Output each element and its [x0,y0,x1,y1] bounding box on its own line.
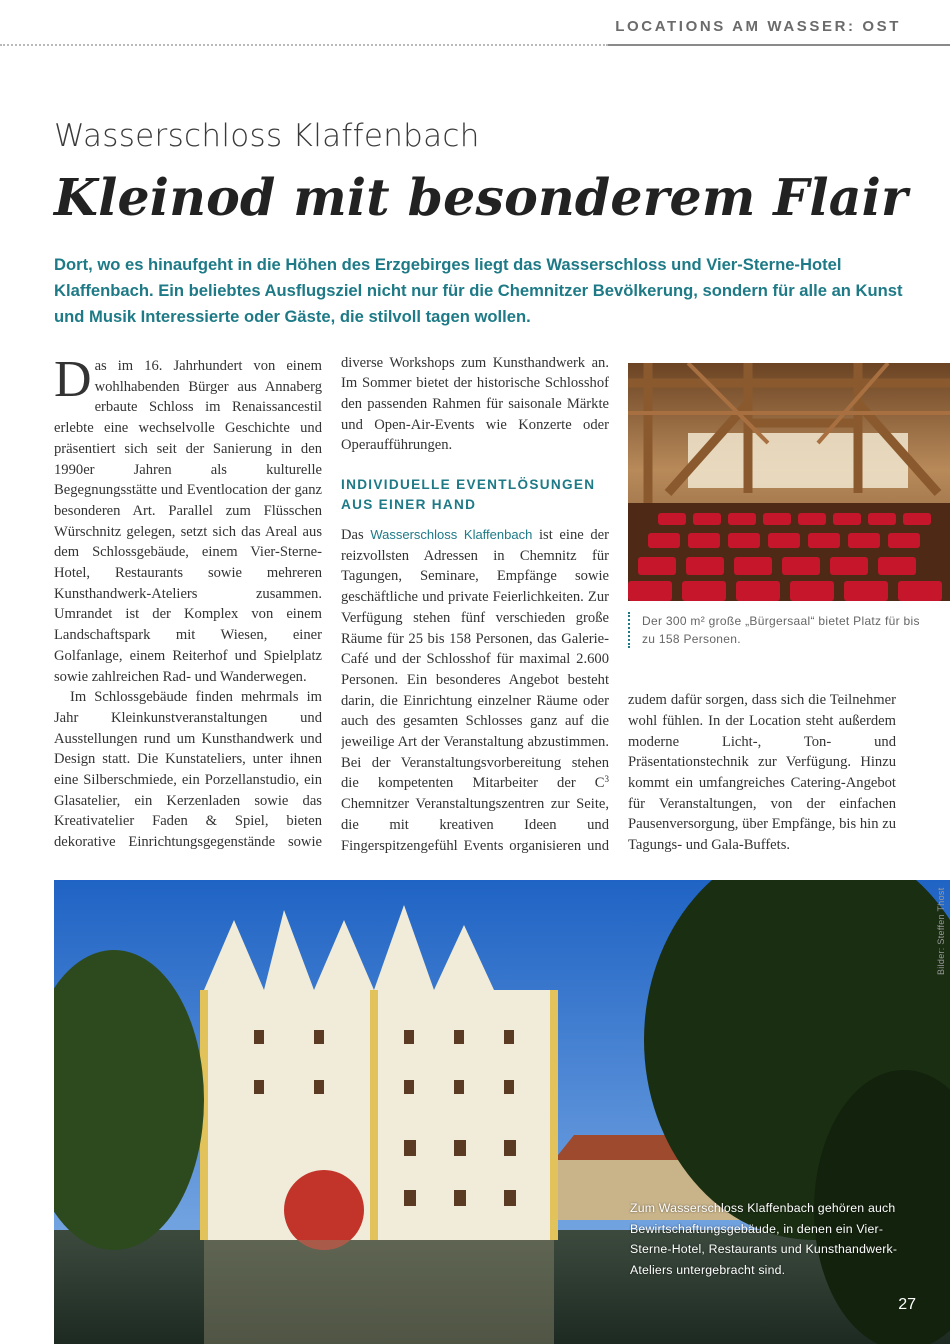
article-headline: Kleinod mit besonderem Flair [54,168,908,227]
paragraph-venue: ist eine der reizvollsten Adressen in Chemnitz für Tagungen, Seminare, Empfänge sowie geschäftliche und private Feierlichkeiten. Zur Verfügung stehen fünf verschieden große Räume für 25 bis 158 Personen, das Galerie-Café und der Schlosshof für maximal 2.600 Personen. Ein besonderes Angebot besteht darin, die Einrichtung einzelner Räume oder auch des gesamten Schlosses ganz auf die jeweilige Art der Veranstaltung abzustimmen. Bei der Veranstaltungsvorbereitung stehen die kompetenten Mitarbeiter der C [341,527,609,792]
body-column-3 [628,690,896,860]
castle-photo-caption: Zum Wasserschloss Klaffenbach gehören auch Bewirtschaftungsgebäude, in denen ein Vier-Sterne-Hotel, Restaurants und Kunsthandwerk-Ateliers untergebracht sind. [630,1201,898,1277]
venue-name-highlight: Wasserschloss Klaffenbach [370,527,533,542]
paragraph-venue-cont: zudem dafür sorgen, dass sich die Teilnehmer wohl fühlen. In der Location steht außerdem moderne Licht-, Ton- und Präsentationstechnik zur Verfügung. Hinzu kommt ein umfangreiches Catering-Angebot für Veranstaltungen, von der einfachen Pausenversorgung, über Empfänge, bis hin zu Tagungs- und Gala-Buffets. [628,692,896,854]
article-kicker: Wasserschloss Klaffenbach [54,118,480,154]
page-number: 27 [898,1296,916,1313]
paragraph-venue-cont: Chemnitzer Veranstaltungszentren zur Seite, die mit kreativen Ideen und Fingerspitzengefühl Events organisieren und [341,796,609,854]
paragraph-events-overflow: diverse Workshops zum Kunsthandwerk an. Im Sommer bietet der historische Schlosshof den passenden Rahmen für saisonale Märkte und Open-Air-Events wie Konzerte oder Operaufführungen. [341,356,609,454]
c3-superscript: 3 [604,774,609,785]
photo-credit: Bilder: Steffen Thost [936,887,946,975]
body-column-2 [341,356,609,856]
body-column-1 [54,356,322,856]
hall-photo [628,363,950,601]
section-label: LOCATIONS AM WASSER: OST [615,18,901,35]
drop-cap: D [54,356,92,408]
header-dotted-rule [0,44,608,46]
paragraph-events: Im Schlossgebäude finden mehrmals im Jahr Kleinkunstveranstaltungen und Ausstellungen rund um Kunsthandwerk und Design statt. Die Kunstateliers, unter ihnen eine Silberschmiede, ein Porzellanstudio, ein Glasatelier, ein Kerzenladen sowie das Kreativatelier Faden & Spiel, bieten dekorative Einrichtungsgegenstände sowie [54,689,322,851]
article-lede: Dort, wo es hinaufgeht in die Höhen des Erzgebirges liegt das Wasserschloss und Vier-Sterne-Hotel Klaffenbach. Ein beliebtes Ausflugsziel nicht nur für die Chemnitzer Bevölkerung, sondern für alle an Kunst und Musik Interessierte oder Gäste, die stilvoll tagen wollen. [54,255,903,326]
paragraph-venue-start: Das [341,527,364,543]
paragraph-events-continued [341,356,609,456]
header-solid-rule [608,44,950,46]
hall-photo-caption: Der 300 m² große „Bürgersaal“ bietet Platz für bis zu 158 Personen. [628,612,932,648]
paragraph-intro: as im 16. Jahrhundert von einem wohlhabenden Bürger aus Annaberg erbaute Schloss im Renaissancestil erlebte eine wechselvolle Geschichte und präsentiert sich seit der Sanierung in den 1990er Jahren als kulturelle Begegnungsstätte und Eventlocation der ganz besonderen Art. Parallel zum Flüsschen Würschnitz gelegen, setzt sich das Areal aus dem Schlossgebäude, einem Vier-Sterne-Hotel, Restaurants sowie mehreren Kunsthandwerk-Ateliers zusammen. Umrandet ist der Komplex von einem Landschaftspark mit Wiesen, einer Golfanlage, einem Reiterhof und Spielplatz sowie zahlreichen Rad- und Wanderwegen. [54,358,322,685]
section-subhead: INDIVIDUELLE EVENTLÖSUNGEN AUS EINER HAND [341,477,596,512]
